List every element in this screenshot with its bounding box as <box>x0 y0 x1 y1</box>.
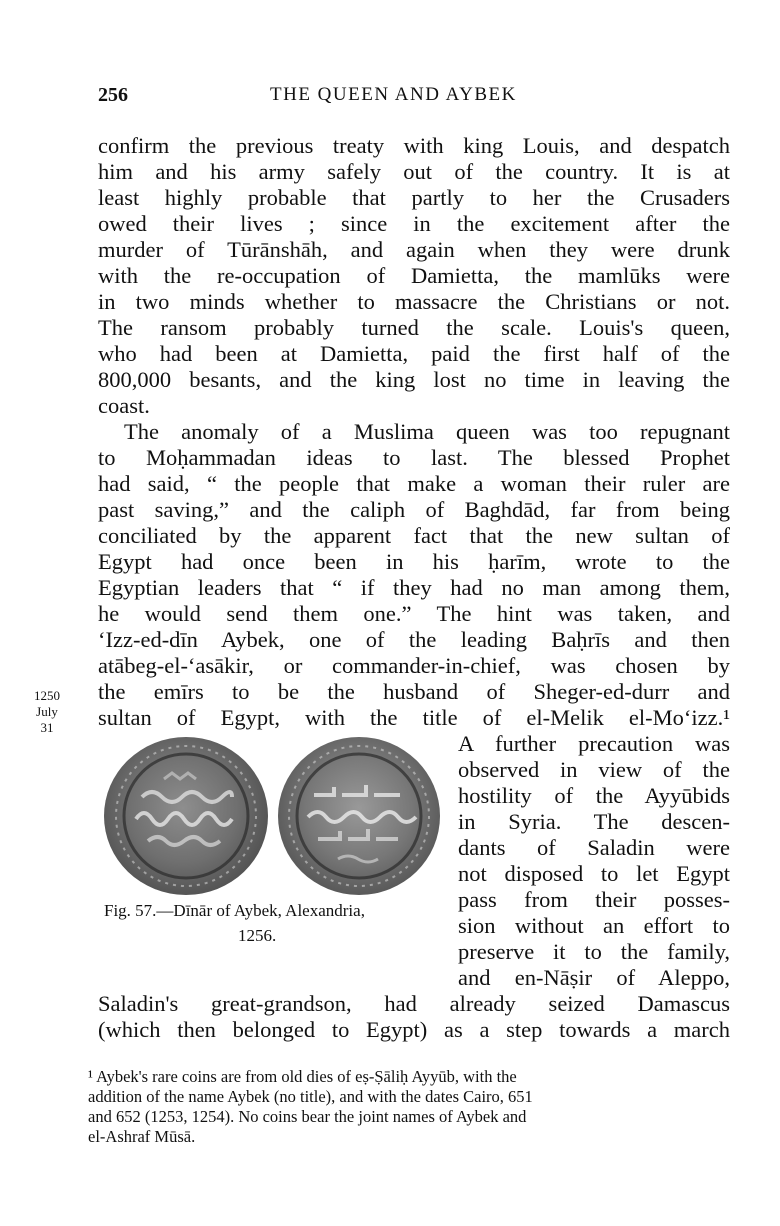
text-line: sultan of Egypt, with the title of el-Melik el-Mo‘izz.¹ <box>98 705 730 730</box>
text-line: A further precaution was <box>458 731 730 756</box>
text-line: atābeg-el-‘asākir, or commander-in-chief, was chosen by <box>98 653 730 678</box>
text-line: hostility of the Ayyūbids <box>458 783 730 808</box>
text-line: in two minds whether to massacre the Christians or not. <box>98 289 730 314</box>
text-line: ‘Izz-ed-dīn Aybek, one of the leading Baḥrīs and then <box>98 627 730 652</box>
running-head: THE QUEEN AND AYBEK <box>270 84 517 105</box>
text-line: to Moḥammadan ideas to last. The blessed Prophet <box>98 445 730 470</box>
text-line: had said, “ the people that make a woman their ruler are <box>98 471 730 496</box>
margin-day: 31 <box>40 720 54 735</box>
text-line: 800,000 besants, and the king lost no time in leaving the <box>98 367 730 392</box>
margin-month: July <box>36 704 58 719</box>
text-line: dants of Saladin were <box>458 835 730 860</box>
coin-reverse-image <box>278 737 440 895</box>
coin-obverse-detail <box>104 737 268 895</box>
footnote-line: addition of the name Aybek (no title), and with the dates Cairo, 651 <box>88 1087 533 1106</box>
text-line: the emīrs to be the husband of Sheger-ed-durr and <box>98 679 730 704</box>
text-line: murder of Tūrānshāh, and again when they were drunk <box>98 237 730 262</box>
figure-caption: Fig. 57.—Dīnār of Aybek, Alexandria, <box>104 901 365 920</box>
text-line: past saving,” and the caliph of Baghdād, far from being <box>98 497 730 522</box>
footnote-line: el-Ashraf Mūsā. <box>88 1127 196 1146</box>
text-line: with the re-occupation of Damietta, the mamlūks were <box>98 263 730 288</box>
text-line: he would send them one.” The hint was taken, and <box>98 601 730 626</box>
text-line: pass from their posses- <box>458 887 730 912</box>
footnote-line: and 652 (1253, 1254). No coins bear the joint names of Aybek and <box>88 1107 527 1126</box>
figure-caption-year: 1256. <box>238 926 277 945</box>
text-line: The ransom probably turned the scale. Louis's queen, <box>98 315 730 340</box>
text-line: him and his army safely out of the country. It is at <box>98 159 730 184</box>
text-line: confirm the previous treaty with king Louis, and despatch <box>98 133 730 158</box>
text-line: owed their lives ; since in the excitement after the <box>98 211 730 236</box>
margin-year: 1250 <box>34 688 60 703</box>
margin-date-note <box>26 688 68 736</box>
text-line: in Syria. The descen- <box>458 809 730 834</box>
text-line: The anomaly of a Muslima queen was too repugnant <box>124 419 730 444</box>
text-line: Egyptian leaders that “ if they had no man among them, <box>98 575 730 600</box>
text-line: preserve it to the family, <box>458 939 730 964</box>
text-line: who had been at Damietta, paid the first half of the <box>98 341 730 366</box>
text-line: observed in view of the <box>458 757 730 782</box>
text-line: coast. <box>98 393 150 418</box>
text-line: Saladin's great-grandson, had already seized Damascus <box>98 991 730 1016</box>
text-line: not disposed to let Egypt <box>458 861 730 886</box>
text-line: Egypt had once been in his ḥarīm, wrote to the <box>98 549 730 574</box>
coin-obverse-image <box>104 737 268 895</box>
text-line: and en-Nāṣir of Aleppo, <box>458 965 730 990</box>
footnote-line: ¹ Aybek's rare coins are from old dies of eṣ-Ṣāliḥ Ayyūb, with the <box>88 1067 517 1086</box>
text-line: conciliated by the apparent fact that the new sultan of <box>98 523 730 548</box>
text-line: least highly probable that partly to her the Crusaders <box>98 185 730 210</box>
text-line: (which then belonged to Egypt) as a step towards a march <box>98 1017 730 1042</box>
coin-reverse-detail <box>278 737 440 895</box>
page-number: 256 <box>98 84 128 106</box>
text-line: sion without an effort to <box>458 913 730 938</box>
page-header <box>98 84 730 114</box>
